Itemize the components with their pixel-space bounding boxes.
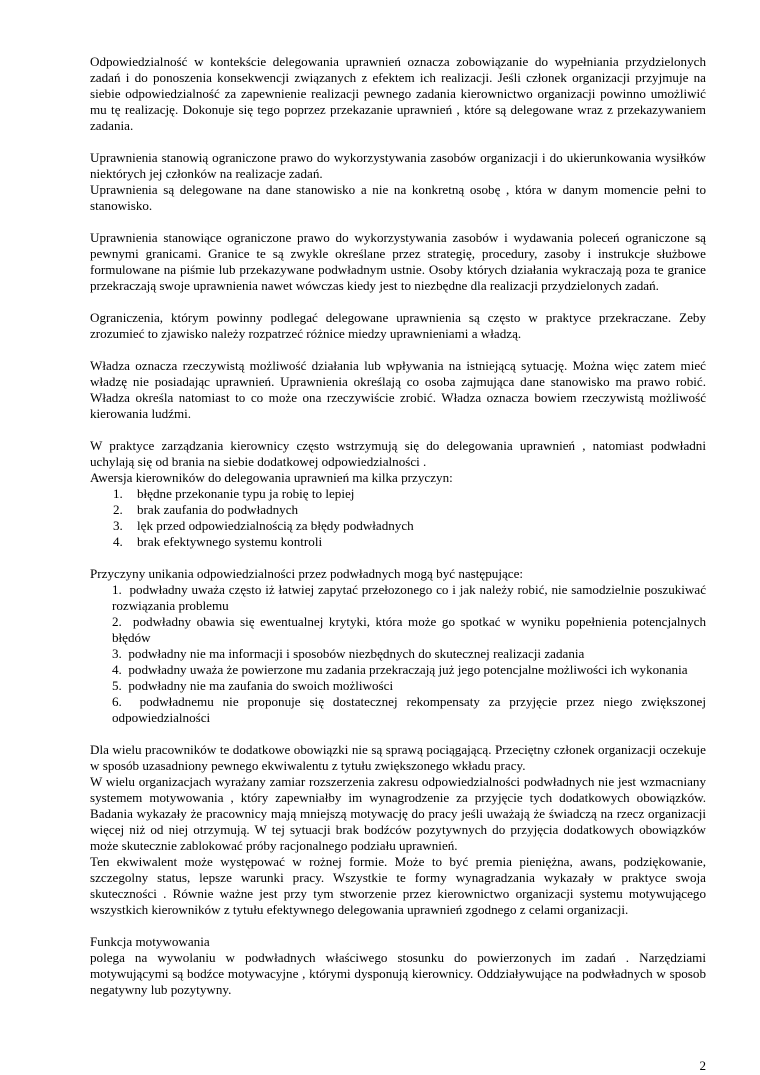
section-heading-motivation: Funkcja motywowania <box>90 934 210 949</box>
list-item: 4. podwładny uważa że powierzone mu zadania przekraczają już jego potencjalne możliwości ich wykonania <box>112 662 688 677</box>
paragraph-authority-definition: Uprawnienia stanowią ograniczone prawo do wykorzystywania zasobów organizacji i do ukierunkowania wysiłków niektórych jej członków na realizacje zadań. <box>90 150 706 181</box>
paragraph-responsibility: Odpowiedzialność w kontekście delegowania uprawnień oznacza zobowiązanie do wypełniania przydzielonych zadań i do ponoszenia konsekwencji związanych z efektem ich realizacji. Jeśli członek organizacji przyjmuje na siebie odpowiedzialność za zapewnienie realizacji pewnego zadania kierownictwo organizacji powinno umożliwić mu tę realizację. Dokonuje się tego poprzez przekazanie uprawnień , które są delegowane wraz z przekazywaniem zadania. <box>90 54 706 133</box>
paragraph-motivation-definition: polega na wywolaniu w podwładnych właściwego stosunku do powierzonych im zadań . Narzędziami motywującymi są bodźce motywacyjne , którymi dysponują kierownicy. Oddziaływujące na podwładnych w sposob negatywny lub pozytywny. <box>90 950 706 997</box>
paragraph-equivalent-forms: Ten ekwiwalent może występować w rożnej formie. Może to być premia pieniężna, awans, podziękowanie, szczegolny status, lepsze warunki pracy. Wszystkie te formy wynagradzania wykazały w praktyce swoja skuteczności . Równie ważne jest przy tym stworzenie przez kierownictwo organizacji systemu motywującego wszystkich kierowników z tytułu efektywnego delegowania uprawnień zgodnego z celami organizacji. <box>90 854 706 917</box>
document-page <box>90 54 706 998</box>
paragraph-power: Władza oznacza rzeczywistą możliwość działania lub wpływania na istniejącą sytuację. Można więc zatem mieć władzę nie posiadając uprawnień. Uprawnienia określają co osoba zajmująca dane stanowisko ma prawo robić. Władza określa natomiast to co może ona rzeczywiście zrobić. Władza oznacza bowiem rzeczywistą możliwość kierowania ludźmi. <box>90 358 706 421</box>
paragraph-delegation-practice: W praktyce zarządzania kierownicy często wstrzymują się do delegowania uprawnień , natomiast podwładni uchylają się od brania na siebie dodatkowej odpowiedzialności . <box>90 438 706 469</box>
list-item: 1. podwładny uważa często iż łatwiej zapytać przełozonego co i jak należy robić, nie samodzielnie poszukiwać rozwiązania problemu <box>112 582 707 613</box>
list-item: 3. lęk przed odpowiedzialnością za błędy podwładnych <box>113 518 414 533</box>
page-number: 2 <box>699 1058 706 1073</box>
list-item: 5. podwładny nie ma zaufania do swoich możliwości <box>112 678 394 693</box>
paragraph-authority-position: Uprawnienia są delegowane na dane stanowisko a nie na konkretną osobę , która w danym momencie pełni to stanowisko. <box>90 182 706 213</box>
list-item: 1. błędne przekonanie typu ja robię to lepiej <box>113 486 355 501</box>
list-item: 4. brak efektywnego systemu kontroli <box>113 534 323 549</box>
paragraph-limits-exceeded: Ograniczenia, którym powinny podlegać delegowane uprawnienia są często w praktyce przekraczane. Zeby zrozumieć to zjawisko należy rozpatrzeć różnice miedzy uprawnieniami a władzą. <box>90 310 706 341</box>
paragraph-authority-limits: Uprawnienia stanowiące ograniczone prawo do wykorzystywania zasobów i wydawania poleceń ograniczone są pewnymi granicami. Granice te są zwykle określane przez strategię, procedury, zasoby i instrukcje służbowe formulowane na piśmie lub przekazywane podwładnym ustnie. Osoby których działania wykraczają poza te granice przekraczają swoje uprawnienia nawet wówczas kiedy jest to niezbędne dla realizacji przydzielonych zadań. <box>90 230 706 293</box>
paragraph-additional-duties: Dla wielu pracowników te dodatkowe obowiązki nie są sprawą pociągającą. Przeciętny członek organizacji oczekuje w sposób uzasadniony pewnego ekwiwalentu z tytułu zwiększonego wkładu pracy. <box>90 742 706 773</box>
paragraph-manager-aversion: Awersja kierowników do delegowania uprawnień ma kilka przyczyn: <box>90 470 453 485</box>
list-item: 2. podwładny obawia się ewentualnej krytyki, która może go spotkać w wyniku popełnienia potencjalnych błędów <box>112 614 706 645</box>
subordinate-reasons-list <box>90 582 706 726</box>
paragraph-subordinate-reasons-intro: Przyczyny unikania odpowiedzialności przez podwładnych mogą być następujące: <box>90 566 524 581</box>
paragraph-motivation-system: W wielu organizacjach wyrażany zamiar rozszerzenia zakresu odpowiedzialności podwładnych nie jest wzmacniany systemem motywowania , który zapewniałby im wynagrodzenie za przyjęcie tych dodatkowych obowiązków. Badania wykazały że pracownicy mają mniejszą motywację do pracy jeśli uważają że świadczą na rzecz organizacji więcej niż od niej otrzymują. W tej sytuacji brak bodźców pozytywnych do przyjęcia dodatkowych obowiązków może skutecznie zablokować próby racjonalnego podziału uprawnień. <box>90 774 706 853</box>
manager-reasons-list <box>90 486 706 550</box>
list-item: 2. brak zaufania do podwładnych <box>113 502 299 517</box>
list-item: 3. podwładny nie ma informacji i sposobów niezbędnych do skutecznej realizacji zadania <box>112 646 585 661</box>
list-item: 6. podwładnemu nie proponuje się dostatecznej rekompensaty za przyjęcie przez niego zwiększonej odpowiedzialności <box>112 694 707 725</box>
